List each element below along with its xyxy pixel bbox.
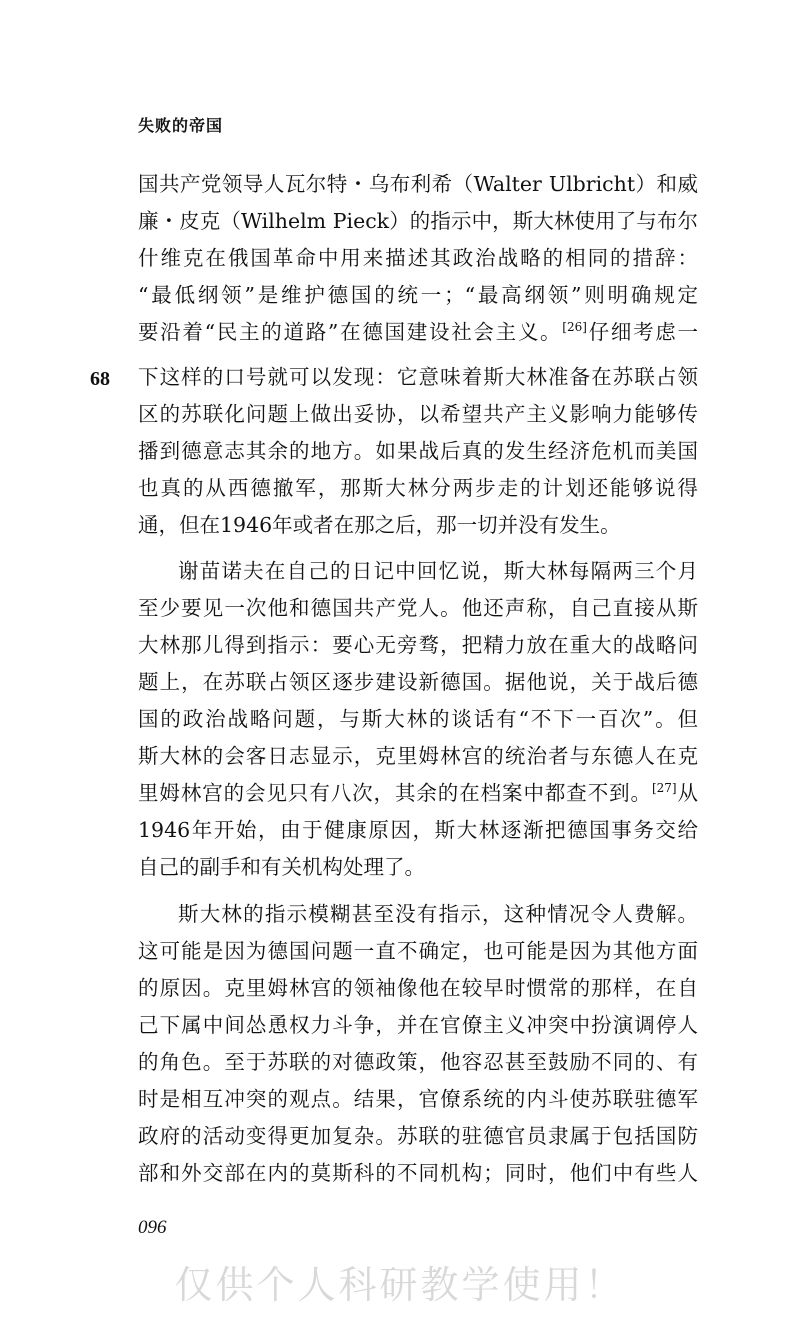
margin-page-number: 68 [90, 368, 110, 390]
text-line: 播到德意志其余的地方。如果战后真的发生经济危机而美国 [138, 439, 698, 463]
text-line: 时是相互冲突的观点。结果，官僚系统的内斗使苏联驻德军 [138, 1087, 698, 1111]
text-line [138, 775, 698, 811]
text-line: 的原因。克里姆林宫的领袖像他在较早时惯常的那样，在自 [138, 976, 698, 1000]
text-line: 题上，在苏联占领区逐步建设新德国。据他说，关于战后德 [138, 670, 698, 694]
text-line: 下这样的口号就可以发现：它意味着斯大林准备在苏联占领 [138, 365, 698, 389]
text-line: 至少要见一次他和德国共产党人。他还声称，自己直接从斯 [138, 596, 698, 620]
text-line: 的角色。至于苏联的对德政策，他容忍甚至鼓励不同的、有 [138, 1050, 698, 1074]
text-line: 这可能是因为德国问题一直不确定，也可能是因为其他方面 [138, 939, 698, 963]
text-segment: 从 [676, 781, 699, 805]
text-line: 国的政治战略问题，与斯大林的谈话有“不下一百次”。但 [138, 707, 698, 731]
watermark: 仅供个人科研教学使用！ [174, 1263, 626, 1307]
running-header: 失败的帝国 [138, 116, 224, 135]
text-line: 斯大林的会客日志显示，克里姆林宫的统治者与东德人在克 [138, 744, 698, 768]
text-line: “最低纲领”是维护德国的统一；“最高纲领”则明确规定 [138, 283, 698, 307]
text-line: 谢苗诺夫在自己的日记中回忆说，斯大林每隔两三个月 [178, 559, 698, 583]
text-line: 部和外交部在内的莫斯科的不同机构；同时，他们中有些人 [138, 1161, 698, 1185]
text-line: 大林那儿得到指示：要心无旁骛，把精力放在重大的战略问 [138, 633, 698, 657]
footnote-marker[interactable]: [26] [562, 320, 587, 335]
text-line: 廉・皮克（Wilhelm Pieck）的指示中，斯大林使用了与布尔 [138, 209, 698, 233]
text-line [138, 314, 698, 350]
text-line: 国共产党领导人瓦尔特・乌布利希（Walter Ulbricht）和威 [138, 172, 698, 196]
footnote-marker[interactable]: [27] [651, 781, 677, 796]
text-line: 1946年开始，由于健康原因，斯大林逐渐把德国事务交给 [138, 818, 698, 842]
text-line: 斯大林的指示模糊甚至没有指示，这种情况令人费解。 [178, 902, 698, 926]
text-line: 自己的副手和有关机构处理了。 [138, 855, 425, 879]
text-segment: 要沿着“民主的道路”在德国建设社会主义。 [138, 320, 563, 344]
text-line: 什维克在俄国革命中用来描述其政治战略的相同的措辞： [138, 246, 698, 270]
text-line: 也真的从西德撤军，那斯大林分两步走的计划还能够说得 [138, 476, 698, 500]
page-number: 096 [138, 1217, 167, 1238]
text-line: 己下属中间怂恿权力斗争，并在官僚主义冲突中扮演调停人 [138, 1013, 698, 1037]
text-segment: 里姆林宫的会见只有八次，其余的在档案中都查不到。 [138, 781, 652, 805]
text-line: 区的苏联化问题上做出妥协，以希望共产主义影响力能够传 [138, 402, 698, 426]
text-line: 通，但在1946年或者在那之后，那一切并没有发生。 [138, 513, 621, 537]
text-segment: 仔细考虑一 [586, 320, 698, 344]
text-line: 政府的活动变得更加复杂。苏联的驻德官员隶属于包括国防 [138, 1124, 698, 1148]
